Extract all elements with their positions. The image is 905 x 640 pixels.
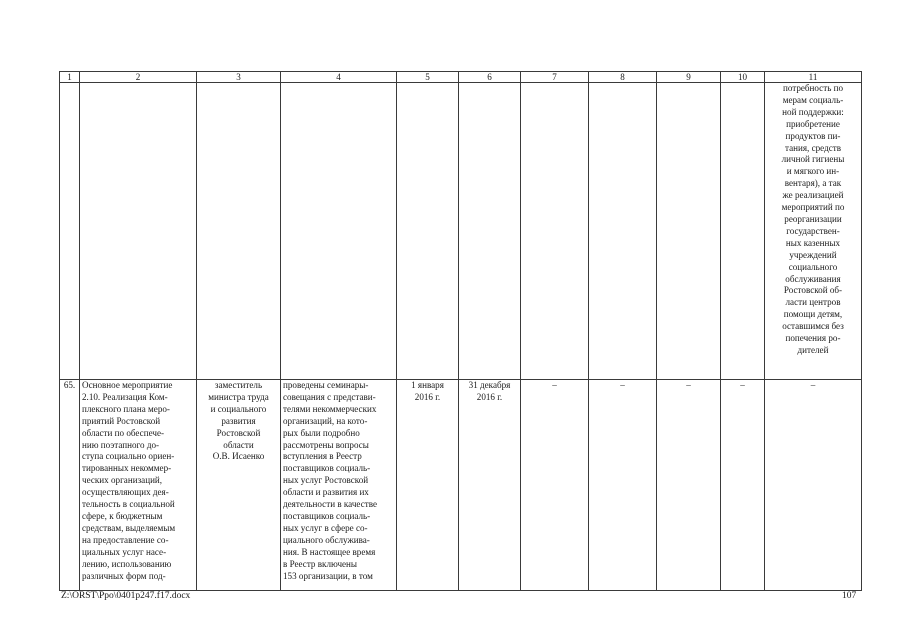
text-line: продуктов пи- xyxy=(785,130,841,141)
column-header: 11 xyxy=(765,72,862,83)
text-line: 1 января xyxy=(411,380,444,390)
text-line: на предоставление со- xyxy=(82,534,169,545)
text-line: циальных услуг насе- xyxy=(82,546,167,557)
table-cell: – xyxy=(521,380,589,591)
column-header: 1 xyxy=(60,72,80,83)
text-line: средствам, выделяемым xyxy=(82,522,176,533)
text-line: нию поэтапного до- xyxy=(82,439,160,450)
table-cell xyxy=(397,83,459,380)
text-line: поставщиков социаль- xyxy=(283,510,371,521)
table-row xyxy=(60,380,862,591)
text-line: 2016 г. xyxy=(476,391,503,402)
text-line: ных услуг Ростовской xyxy=(283,475,369,486)
table-cell xyxy=(589,83,657,380)
file-path: Z:\ORST\Ppo\0401p247.f17.docx xyxy=(61,591,191,601)
text-line: области и развития их xyxy=(283,487,369,498)
text-line: помощи детям, xyxy=(783,309,843,320)
text-line: личной гигиены xyxy=(781,154,845,165)
column-header: 2 xyxy=(80,72,197,83)
text-line: реорганизации xyxy=(784,213,842,224)
text-line: приятий Ростовской xyxy=(82,415,161,426)
text-line: Основное мероприятие xyxy=(82,380,173,390)
text-line: государствен- xyxy=(786,225,840,236)
notes-cell xyxy=(765,83,862,380)
text-line: различных форм под- xyxy=(82,570,166,581)
column-header: 10 xyxy=(721,72,765,83)
table-cell: – xyxy=(589,380,657,591)
table-cell: – xyxy=(721,380,765,591)
column-header: 9 xyxy=(657,72,721,83)
table-cell xyxy=(521,83,589,380)
text-line: ных казенных xyxy=(785,237,841,248)
text-line: Ростовской об- xyxy=(783,285,843,296)
column-number-row xyxy=(60,72,862,83)
text-line: циального обслужива- xyxy=(283,534,370,545)
responsible-cell xyxy=(197,380,281,591)
text-line: тельность в социальной xyxy=(82,499,175,510)
text-line: оставшимся без xyxy=(782,321,844,332)
text-line: и мягкого ин- xyxy=(786,166,840,177)
text-line: министра труда xyxy=(208,391,269,402)
text-line: вступления в Реестр xyxy=(283,451,362,462)
text-line: ной поддержки: xyxy=(782,106,844,117)
text-line: области по обеспече- xyxy=(82,427,165,438)
start-date-cell xyxy=(397,380,459,591)
text-line: сфере, к бюджетным xyxy=(82,510,163,521)
text-line: ласти центров xyxy=(785,297,841,308)
text-line: лению, использованию xyxy=(82,558,172,569)
text-line: дителей xyxy=(797,344,829,355)
text-line: обслуживания xyxy=(785,273,841,284)
text-line: 153 организации, в том xyxy=(283,570,373,581)
text-line: же реализацией xyxy=(782,190,844,201)
text-line: развития xyxy=(221,415,256,426)
text-line: осуществляющих дея- xyxy=(82,487,169,498)
table-cell xyxy=(60,83,80,380)
table-cell: – xyxy=(657,380,721,591)
text-line: 2.10. Реализация Ком- xyxy=(82,391,168,402)
text-line: социального xyxy=(788,261,838,272)
text-line: О.В. Исаенко xyxy=(212,451,265,462)
column-header: 8 xyxy=(589,72,657,83)
table-cell xyxy=(80,83,197,380)
text-line: и социального xyxy=(210,403,267,414)
page-number: 107 xyxy=(842,591,857,601)
text-line: ных услуг в сфере со- xyxy=(283,522,368,533)
text-line: мерам социаль- xyxy=(782,94,844,105)
activity-cell xyxy=(80,380,197,591)
table-cell xyxy=(197,83,281,380)
table-row xyxy=(60,83,862,380)
text-line: учреждений xyxy=(789,249,837,260)
end-date-cell xyxy=(459,380,521,591)
text-line: мероприятий по xyxy=(781,202,845,213)
text-line: проведены семинары- xyxy=(283,380,369,390)
column-header: 5 xyxy=(397,72,459,83)
text-line: ступа социально ориен- xyxy=(82,451,175,462)
text-line: рассмотрены вопросы xyxy=(283,439,369,450)
table-cell xyxy=(721,83,765,380)
text-line: рых были подробно xyxy=(283,427,360,438)
column-header: 6 xyxy=(459,72,521,83)
table-cell xyxy=(459,83,521,380)
text-line: приобретение xyxy=(786,118,840,129)
text-line: потребность по xyxy=(782,83,844,93)
table-cell xyxy=(657,83,721,380)
text-line: тания, средств xyxy=(784,142,841,153)
text-line: тированных некоммер- xyxy=(82,463,172,474)
text-line: заместитель xyxy=(214,380,263,390)
row-number: 65. xyxy=(60,380,80,591)
column-header: 4 xyxy=(281,72,397,83)
result-cell xyxy=(281,380,397,591)
column-header: 7 xyxy=(521,72,589,83)
text-line: деятельности в качестве xyxy=(283,499,377,510)
text-line: ческих организаций, xyxy=(82,475,163,486)
text-line: поставщиков социаль- xyxy=(283,463,371,474)
text-line: области xyxy=(223,439,254,450)
column-header: 3 xyxy=(197,72,281,83)
text-line: плексного плана меро- xyxy=(82,403,170,414)
text-line: 2016 г. xyxy=(414,391,441,402)
text-line: Ростовской xyxy=(216,427,261,438)
text-line: попечения ро- xyxy=(785,333,841,344)
text-line: телями некоммерческих xyxy=(283,403,377,414)
notes-cell: – xyxy=(765,380,862,591)
continuation-table xyxy=(59,71,862,591)
text-line: вентаря), а так xyxy=(784,178,842,189)
text-line: 31 декабря xyxy=(468,380,511,390)
text-line: в Реестр включены xyxy=(283,558,358,569)
text-line: организаций, на кото- xyxy=(283,415,368,426)
table-cell xyxy=(281,83,397,380)
text-line: совещания с представи- xyxy=(283,391,376,402)
text-line: ния. В настоящее время xyxy=(283,546,376,557)
